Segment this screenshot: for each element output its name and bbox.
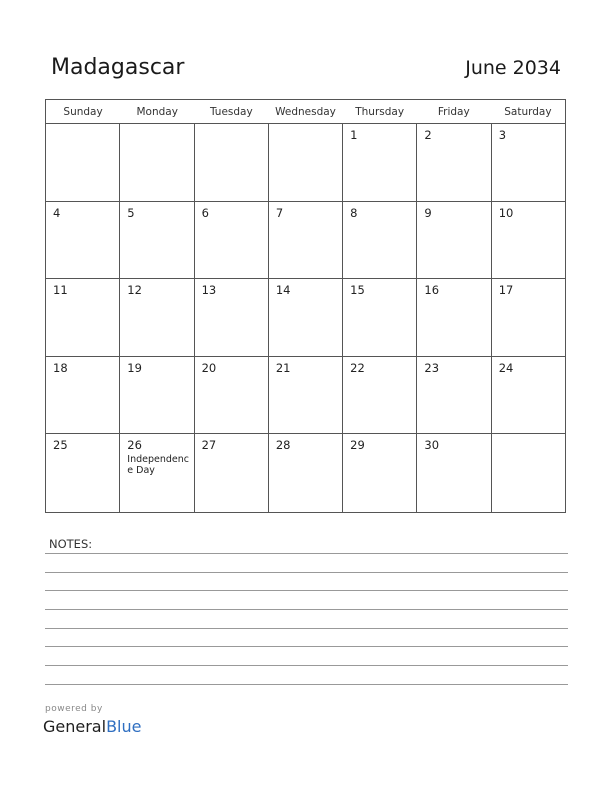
weekday-header: Monday: [136, 106, 178, 118]
day-cell: [417, 434, 491, 512]
day-number: 11: [53, 283, 68, 298]
day-cell: [417, 279, 491, 356]
day-cell: [269, 202, 343, 279]
calendar-grid: [45, 99, 566, 513]
week-row: [46, 202, 565, 280]
day-cell: [417, 124, 491, 201]
day-number: 14: [275, 283, 291, 298]
note-line: [45, 665, 568, 666]
day-number: 29: [350, 438, 365, 453]
day-cell: [46, 357, 120, 434]
day-number: 9: [424, 205, 432, 220]
day-number: 26: [127, 438, 142, 453]
day-number: 16: [424, 283, 440, 298]
day-cell: [492, 357, 565, 434]
day-number: 17: [498, 283, 514, 298]
day-number: 24: [498, 360, 514, 375]
note-line: [45, 646, 568, 647]
day-cell: [343, 279, 417, 356]
note-line: [45, 553, 568, 554]
day-cell: [492, 202, 565, 279]
day-number: 22: [350, 360, 365, 375]
day-number: 3: [498, 128, 507, 142]
day-cell: [343, 357, 417, 434]
note-line: [45, 684, 568, 685]
week-row: [46, 124, 565, 202]
day-cell: [492, 124, 565, 201]
day-number: 27: [201, 438, 217, 453]
day-number: 10: [498, 205, 514, 220]
powered-by-text: powered by: [45, 704, 103, 714]
weekday-header: Thursday: [355, 106, 405, 118]
brand-general-text: General: [43, 717, 107, 736]
day-number: 13: [201, 283, 217, 298]
day-number: 5: [127, 205, 135, 220]
day-cell: [195, 357, 269, 434]
day-cell: [343, 434, 417, 512]
weekday-header: Saturday: [504, 106, 552, 118]
country-title: Madagascar: [51, 55, 185, 80]
weekday-header: Tuesday: [209, 106, 253, 118]
day-cell: [492, 434, 565, 512]
day-cell: [269, 434, 343, 512]
day-number: 23: [424, 360, 440, 375]
day-number: 18: [53, 360, 68, 375]
day-cell: [269, 279, 343, 356]
day-cell: [195, 202, 269, 279]
day-cell: [269, 357, 343, 434]
day-number: 25: [53, 438, 68, 453]
day-cell: [120, 434, 194, 512]
note-line: [45, 572, 568, 573]
day-cell: [343, 202, 417, 279]
day-number: 7: [275, 205, 284, 220]
weekday-header: Friday: [437, 106, 470, 118]
day-number: 1: [350, 128, 358, 142]
day-number: 21: [275, 360, 291, 375]
month-year-title: June 2034: [465, 57, 561, 79]
note-line: [45, 628, 568, 629]
weekday-header-row: [46, 100, 565, 124]
day-number: 8: [350, 205, 358, 220]
day-cell: [417, 202, 491, 279]
day-number: 2: [424, 128, 432, 142]
day-cell: [195, 434, 269, 512]
note-line: [45, 609, 568, 610]
weekday-header: Wednesday: [275, 106, 336, 118]
day-cell: [417, 357, 491, 434]
day-cell: [492, 279, 565, 356]
generalblue-logo: [43, 717, 141, 736]
day-number: 28: [275, 438, 291, 453]
week-row: [46, 279, 565, 357]
brand-blue-text: Blue: [106, 717, 142, 736]
day-cell: [46, 434, 120, 512]
weekday-header: Sunday: [63, 106, 103, 118]
day-number: 12: [127, 283, 142, 298]
day-number: 30: [424, 438, 440, 453]
holiday-label: Independence Day: [127, 454, 189, 477]
note-line: [45, 590, 568, 591]
day-number: 20: [201, 360, 217, 375]
day-number: 6: [201, 205, 209, 220]
notes-label: NOTES:: [49, 537, 93, 551]
day-cell: [46, 279, 120, 356]
day-cell: [269, 124, 343, 201]
day-number: 15: [350, 283, 365, 298]
day-cell: [120, 202, 194, 279]
day-cell: [195, 124, 269, 201]
day-cell: [46, 124, 120, 201]
day-cell: [195, 279, 269, 356]
week-row: [46, 434, 565, 512]
day-cell: [120, 124, 194, 201]
day-cell: [120, 279, 194, 356]
day-cell: [46, 202, 120, 279]
day-cell: [120, 357, 194, 434]
day-number: 19: [127, 360, 142, 375]
day-number: 4: [53, 205, 61, 220]
day-cell: [343, 124, 417, 201]
week-row: [46, 357, 565, 435]
